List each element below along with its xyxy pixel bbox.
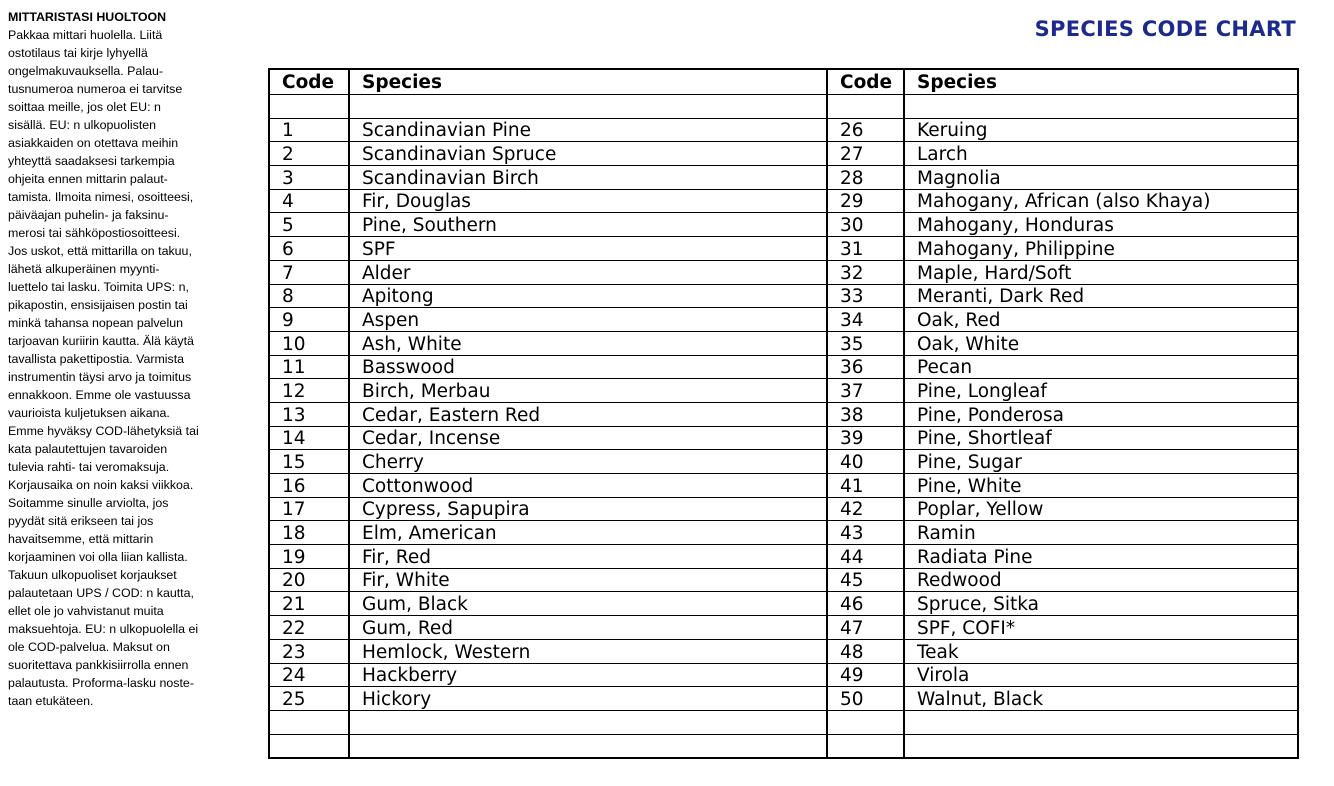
species-cell: Cherry <box>349 450 827 474</box>
instruction-line: asiakkaiden on otettava meihin <box>8 136 179 150</box>
code-cell <box>827 734 904 758</box>
code-cell <box>827 710 904 734</box>
instruction-line: Takuun ulkopuoliset korjaukset <box>8 568 177 582</box>
table-row <box>269 260 1298 284</box>
species-cell: Poplar, Yellow <box>904 497 1298 521</box>
code-cell: 16 <box>269 474 349 498</box>
species-cell: Hackberry <box>349 663 827 687</box>
species-cell: Pine, Southern <box>349 213 827 237</box>
code-cell: 34 <box>827 308 904 332</box>
code-cell: 33 <box>827 284 904 308</box>
code-cell: 31 <box>827 237 904 261</box>
instruction-line: pyydät sitä erikseen tai jos <box>8 514 154 528</box>
species-cell: Cypress, Sapupira <box>349 497 827 521</box>
header-species-2: Species <box>904 69 1298 95</box>
code-cell: 4 <box>269 189 349 213</box>
instruction-line: ellet ole jo vahvistanut muita <box>8 604 164 618</box>
code-cell: 2 <box>269 142 349 166</box>
code-cell: 22 <box>269 616 349 640</box>
table-row <box>269 118 1298 142</box>
table-row <box>269 450 1298 474</box>
service-instructions-body <box>8 26 220 710</box>
table-row <box>269 142 1298 166</box>
table-row <box>269 568 1298 592</box>
instruction-line: minkä tahansa nopean palvelun <box>8 316 183 330</box>
instruction-line: taan etukäteen. <box>8 694 94 708</box>
code-cell: 36 <box>827 355 904 379</box>
code-cell: 5 <box>269 213 349 237</box>
code-cell: 19 <box>269 545 349 569</box>
species-cell: Scandinavian Pine <box>349 118 827 142</box>
code-cell: 11 <box>269 355 349 379</box>
code-cell <box>827 95 904 119</box>
instruction-line: palautetaan UPS / COD: n kautta, <box>8 586 194 600</box>
chart-title: SPECIES CODE CHART <box>1034 17 1296 41</box>
species-cell: Maple, Hard/Soft <box>904 260 1298 284</box>
species-cell: Elm, American <box>349 521 827 545</box>
table-row <box>269 545 1298 569</box>
species-cell <box>904 734 1298 758</box>
instruction-line: pikapostin, ensisijaisen postin tai <box>8 298 188 312</box>
code-cell: 23 <box>269 639 349 663</box>
code-cell: 20 <box>269 568 349 592</box>
code-cell: 13 <box>269 402 349 426</box>
code-cell: 25 <box>269 687 349 711</box>
species-cell: Cottonwood <box>349 474 827 498</box>
species-cell: Cedar, Eastern Red <box>349 402 827 426</box>
species-cell: Redwood <box>904 568 1298 592</box>
instruction-line: Jos uskot, että mittarilla on takuu, <box>8 244 192 258</box>
instruction-line: korjaaminen voi olla liian kallista. <box>8 550 188 564</box>
table-row <box>269 379 1298 403</box>
instruction-line: lähetä alkuperäinen myynti- <box>8 262 160 276</box>
species-cell: Teak <box>904 639 1298 663</box>
species-cell: Oak, Red <box>904 308 1298 332</box>
code-cell: 49 <box>827 663 904 687</box>
species-cell: Cedar, Incense <box>349 426 827 450</box>
species-cell: Meranti, Dark Red <box>904 284 1298 308</box>
instruction-line: ostotilaus tai kirje lyhyellä <box>8 46 148 60</box>
species-cell <box>904 710 1298 734</box>
code-cell: 17 <box>269 497 349 521</box>
instruction-line: Emme hyväksy COD-lähetyksiä tai <box>8 424 199 438</box>
instruction-line: ongelmakuvauksella. Palau- <box>8 64 163 78</box>
species-cell: SPF, COFI* <box>904 616 1298 640</box>
instruction-line: suoritettava pankkisiirrolla ennen <box>8 658 189 672</box>
species-cell: Pine, Sugar <box>904 450 1298 474</box>
instruction-line: päiväajan puhelin- ja faksinu- <box>8 208 169 222</box>
species-cell: Oak, White <box>904 331 1298 355</box>
species-code-table <box>268 68 1299 759</box>
species-cell: Ash, White <box>349 331 827 355</box>
instruction-line: ennakkoon. Emme ole vastuussa <box>8 388 191 402</box>
code-cell: 35 <box>827 331 904 355</box>
code-cell: 9 <box>269 308 349 332</box>
instruction-line: instrumentin täysi arvo ja toimitus <box>8 370 192 384</box>
code-cell: 43 <box>827 521 904 545</box>
species-cell: Radiata Pine <box>904 545 1298 569</box>
species-cell: Pine, Longleaf <box>904 379 1298 403</box>
code-cell: 8 <box>269 284 349 308</box>
instruction-line: Korjausaika on noin kaksi viikkoa. <box>8 478 194 492</box>
code-cell: 24 <box>269 663 349 687</box>
species-cell: Walnut, Black <box>904 687 1298 711</box>
table-row <box>269 95 1298 119</box>
code-cell: 32 <box>827 260 904 284</box>
species-cell: Scandinavian Birch <box>349 166 827 190</box>
table-row <box>269 710 1298 734</box>
header-code-1: Code <box>269 69 349 95</box>
table-header-row <box>269 69 1298 95</box>
species-cell: Aspen <box>349 308 827 332</box>
species-cell <box>349 734 827 758</box>
table-row <box>269 237 1298 261</box>
table-row <box>269 734 1298 758</box>
species-cell: Fir, Douglas <box>349 189 827 213</box>
instruction-line: tarjoavan kuriirin kautta. Älä käytä <box>8 334 194 348</box>
table-row <box>269 284 1298 308</box>
table-row <box>269 687 1298 711</box>
code-cell: 7 <box>269 260 349 284</box>
table-row <box>269 308 1298 332</box>
species-cell: Birch, Merbau <box>349 379 827 403</box>
instruction-line: Pakkaa mittari huolella. Liitä <box>8 28 163 42</box>
table-row <box>269 639 1298 663</box>
table-row <box>269 663 1298 687</box>
species-cell: Fir, Red <box>349 545 827 569</box>
species-cell: Alder <box>349 260 827 284</box>
instruction-line: Soitamme sinulle arviolta, jos <box>8 496 169 510</box>
instruction-line: tamista. Ilmoita nimesi, osoitteesi, <box>8 190 194 204</box>
table-row <box>269 213 1298 237</box>
instruction-line: merosi tai sähköpostiosoitteesi. <box>8 226 181 240</box>
code-cell: 30 <box>827 213 904 237</box>
instruction-line: vaurioista kuljetuksen aikana. <box>8 406 170 420</box>
code-cell: 15 <box>269 450 349 474</box>
code-cell: 14 <box>269 426 349 450</box>
species-cell: Ramin <box>904 521 1298 545</box>
species-cell <box>904 95 1298 119</box>
species-cell: Hickory <box>349 687 827 711</box>
species-cell: Pine, Shortleaf <box>904 426 1298 450</box>
instruction-line: kata palautettujen tavaroiden <box>8 442 168 456</box>
code-cell <box>269 734 349 758</box>
code-cell <box>269 710 349 734</box>
table-row <box>269 521 1298 545</box>
species-cell: Magnolia <box>904 166 1298 190</box>
code-cell: 44 <box>827 545 904 569</box>
code-cell: 50 <box>827 687 904 711</box>
code-cell <box>269 95 349 119</box>
species-cell: Larch <box>904 142 1298 166</box>
table-row <box>269 402 1298 426</box>
instruction-line: tulevia rahti- tai veromaksuja. <box>8 460 170 474</box>
species-cell: Gum, Black <box>349 592 827 616</box>
code-cell: 10 <box>269 331 349 355</box>
code-cell: 38 <box>827 402 904 426</box>
instruction-line: ohjeita ennen mittarin palaut- <box>8 172 168 186</box>
table-row <box>269 474 1298 498</box>
code-cell: 6 <box>269 237 349 261</box>
code-cell: 47 <box>827 616 904 640</box>
species-cell: SPF <box>349 237 827 261</box>
species-cell <box>349 95 827 119</box>
instruction-line: tusnumeroa numeroa ei tarvitse <box>8 82 183 96</box>
instruction-line: tavallista pakettipostia. Varmista <box>8 352 185 366</box>
table-body <box>269 95 1298 759</box>
code-cell: 41 <box>827 474 904 498</box>
species-cell <box>349 710 827 734</box>
instruction-line: maksuehtoja. EU: n ulkopuolella ei <box>8 622 199 636</box>
code-cell: 1 <box>269 118 349 142</box>
code-cell: 48 <box>827 639 904 663</box>
table-row <box>269 592 1298 616</box>
instruction-line: ole COD-palvelua. Maksut on <box>8 640 170 654</box>
instruction-line: sisällä. EU: n ulkopuolisten <box>8 118 157 132</box>
code-cell: 45 <box>827 568 904 592</box>
species-cell: Hemlock, Western <box>349 639 827 663</box>
code-cell: 28 <box>827 166 904 190</box>
code-cell: 29 <box>827 189 904 213</box>
species-cell: Spruce, Sitka <box>904 592 1298 616</box>
instruction-line: palautusta. Proforma-lasku noste- <box>8 676 194 690</box>
species-cell: Basswood <box>349 355 827 379</box>
instruction-line: soittaa meille, jos olet EU: n <box>8 100 161 114</box>
code-cell: 21 <box>269 592 349 616</box>
code-cell: 37 <box>827 379 904 403</box>
table-row <box>269 616 1298 640</box>
species-cell: Mahogany, Philippine <box>904 237 1298 261</box>
code-cell: 26 <box>827 118 904 142</box>
code-cell: 18 <box>269 521 349 545</box>
table-row <box>269 166 1298 190</box>
species-cell: Pine, Ponderosa <box>904 402 1298 426</box>
service-instructions <box>8 8 220 710</box>
species-cell: Scandinavian Spruce <box>349 142 827 166</box>
species-cell: Pine, White <box>904 474 1298 498</box>
code-cell: 39 <box>827 426 904 450</box>
code-cell: 46 <box>827 592 904 616</box>
species-cell: Pecan <box>904 355 1298 379</box>
instruction-line: yhteyttä saadaksesi tarkempia <box>8 154 175 168</box>
table-row <box>269 355 1298 379</box>
instruction-line: luettelo tai lasku. Toimita UPS: n, <box>8 280 189 294</box>
table-row <box>269 426 1298 450</box>
code-cell: 3 <box>269 166 349 190</box>
code-cell: 40 <box>827 450 904 474</box>
species-cell: Mahogany, Honduras <box>904 213 1298 237</box>
header-code-2: Code <box>827 69 904 95</box>
code-cell: 27 <box>827 142 904 166</box>
species-cell: Virola <box>904 663 1298 687</box>
species-cell: Keruing <box>904 118 1298 142</box>
species-cell: Mahogany, African (also Khaya) <box>904 189 1298 213</box>
species-cell: Gum, Red <box>349 616 827 640</box>
code-cell: 12 <box>269 379 349 403</box>
species-cell: Apitong <box>349 284 827 308</box>
code-cell: 42 <box>827 497 904 521</box>
table-row <box>269 497 1298 521</box>
table-row <box>269 331 1298 355</box>
species-cell: Fir, White <box>349 568 827 592</box>
table-row <box>269 189 1298 213</box>
instruction-line: havaitsemme, että mittarin <box>8 532 154 546</box>
service-instructions-title: MITTARISTASI HUOLTOON <box>8 10 167 24</box>
header-species-1: Species <box>349 69 827 95</box>
